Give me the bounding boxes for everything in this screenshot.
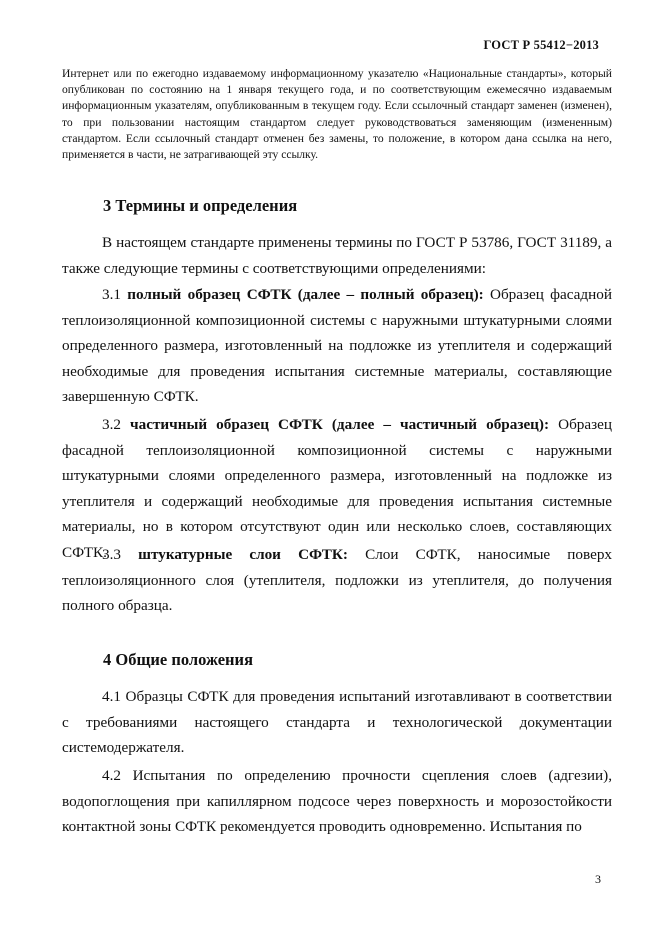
section-3-intro: В настоящем стандарте применены термины по ГОСТ Р 53786, ГОСТ 31189, а также следующие термины с соответствующими определениями:: [62, 234, 612, 277]
section-4-title: 4 Общие положения: [103, 650, 253, 669]
term-name: частичный образец СФТК (далее – частичный образец):: [130, 416, 550, 433]
intro-paragraph: Интернет или по ежегодно издаваемому информационному указателю «Национальные стандарты», который опубликован по состоянию на 1 января текущего года, и по соответствующим ежемесячно издаваемым информационным указателям, опубликованным в текущем году. Если ссылочный стандарт заменен (изменен), то при пользовании настоящим стандартом следует руководствоваться заменяющим (измененным) стандартом. Если ссылочный стандарт отменен без замены, то положение, в котором дана ссылка на него, применяется в части, не затрагивающей эту ссылку.: [62, 67, 612, 162]
page-number: 3: [595, 872, 601, 886]
term-number: 3.3: [102, 546, 121, 563]
term-name: штукатурные слои СФТК:: [138, 546, 348, 563]
term-definition: Слои СФТК, наносимые поверх теплоизоляционного слоя (утеплителя, подложки из утеплителя, до получения полного образца.: [62, 546, 613, 615]
term-number: 3.1: [102, 286, 121, 303]
term-definition: Образец фасадной теплоизоляционной композиционной системы с наружными штукатурными слоями определенного размера, изготовленный на подложке из утеплителя и содержащий необходимые для проведения испытания системные материалы, но в котором отсутствуют один или несколько слоев, составляющих СФТК.: [62, 416, 613, 561]
term-name: полный образец СФТК (далее – полный образец):: [127, 286, 484, 303]
section-4-paragraph-1: 4.1 Образцы СФТК для проведения испытаний изготавливают в соответствии с требованиями настоящего стандарта и технологической документации системодержателя.: [62, 688, 612, 757]
term-definition: Образец фасадной теплоизоляционной композиционной системы с наружными штукатурными слоями определенного размера, изготовленный на подложке из утеплителя и содержащий необходимые для проведения испытания системные материалы, составляющие завершенную СФТК.: [62, 286, 612, 406]
term-number: 3.2: [102, 416, 121, 433]
document-header-id: ГОСТ Р 55412−2013: [483, 38, 599, 52]
section-4-paragraph-2: 4.2 Испытания по определению прочности сцепления слоев (адгезии), водопоглощения при капиллярном подсосе через поверхность и морозостойкости контактной зоны СФТК рекомендуется проводить одновременно. Испытания по: [62, 767, 612, 836]
term-item-3-3: [62, 542, 612, 619]
term-item-3-1: [62, 282, 612, 410]
section-3-title: 3 Термины и определения: [103, 196, 298, 215]
